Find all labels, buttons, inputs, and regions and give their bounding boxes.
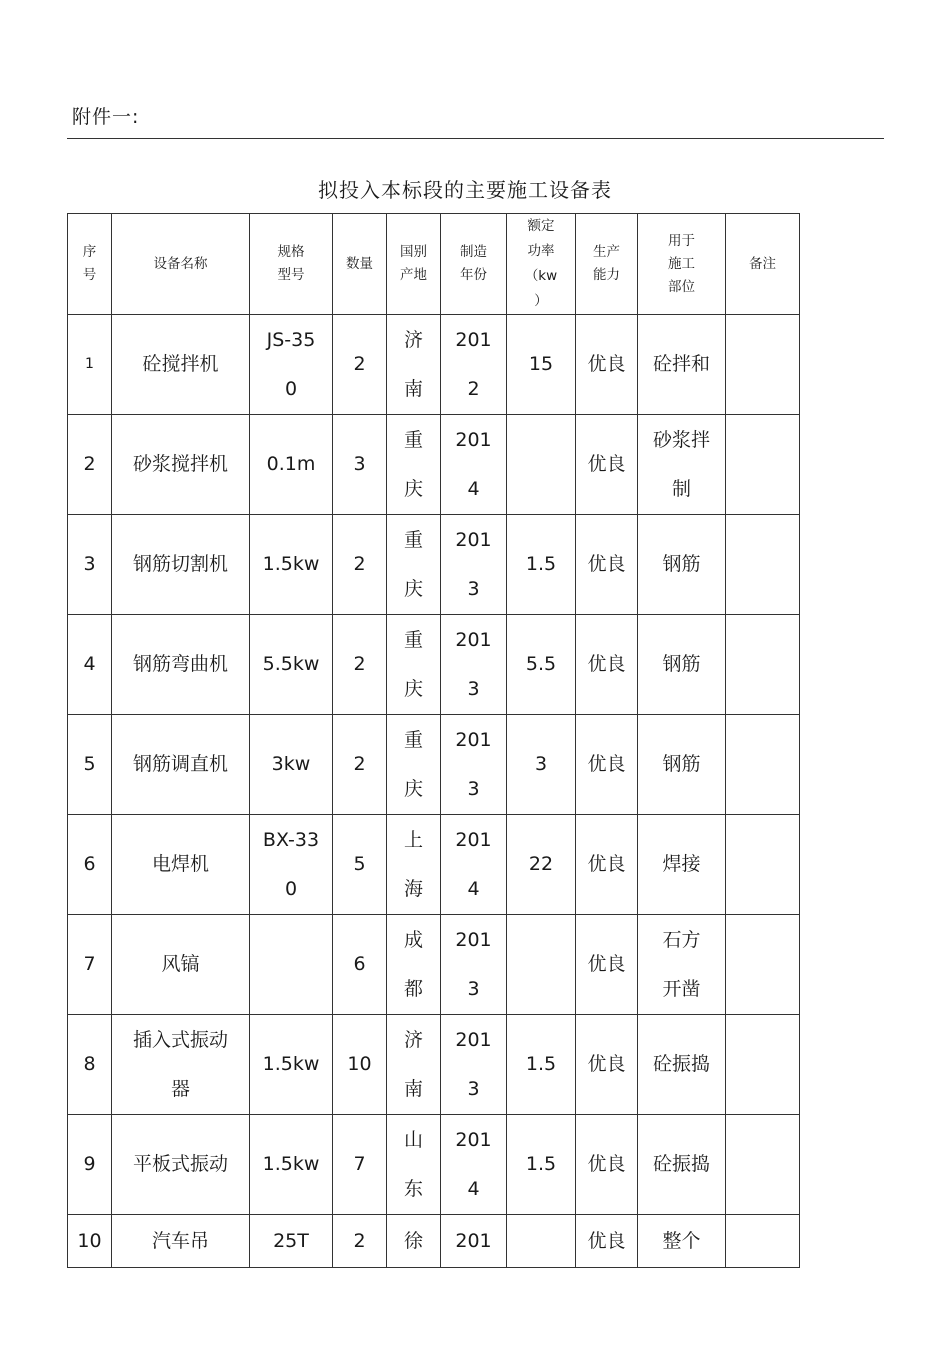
cell-spec: 1.5kw [250, 515, 333, 615]
cell-qty: 3 [333, 415, 387, 515]
cell-year: 201 [441, 1215, 507, 1268]
table-row [68, 515, 800, 615]
cell-seq: 3 [68, 515, 112, 615]
cell-usage: 焊接 [638, 815, 726, 915]
cell-qty: 7 [333, 1115, 387, 1215]
cell-note [726, 615, 800, 715]
cell-name: 汽车吊 [112, 1215, 250, 1268]
header-qty: 数量 [333, 214, 387, 315]
cell-seq: 5 [68, 715, 112, 815]
header-spec: 规格型号 [250, 214, 333, 315]
cell-year: 2014 [441, 1115, 507, 1215]
cell-usage: 砼振捣 [638, 1015, 726, 1115]
cell-origin: 重庆 [387, 515, 441, 615]
cell-usage: 钢筋 [638, 615, 726, 715]
cell-seq: 1 [68, 315, 112, 415]
cell-capacity: 优良 [576, 715, 638, 815]
cell-note [726, 715, 800, 815]
table-row [68, 1015, 800, 1115]
cell-seq: 7 [68, 915, 112, 1015]
cell-note [726, 1015, 800, 1115]
cell-power: 15 [507, 315, 576, 415]
cell-note [726, 415, 800, 515]
cell-usage: 整个 [638, 1215, 726, 1268]
cell-spec: 3kw [250, 715, 333, 815]
table-row [68, 1115, 800, 1215]
table-row [68, 1215, 800, 1268]
table-title: 拟投入本标段的主要施工设备表 [318, 178, 612, 202]
cell-year: 2014 [441, 415, 507, 515]
cell-qty: 6 [333, 915, 387, 1015]
cell-power: 5.5 [507, 615, 576, 715]
cell-qty: 5 [333, 815, 387, 915]
table-row [68, 815, 800, 915]
cell-power: 1.5 [507, 515, 576, 615]
cell-year: 2013 [441, 1015, 507, 1115]
table-row [68, 415, 800, 515]
cell-note [726, 1115, 800, 1215]
table-row [68, 915, 800, 1015]
cell-note [726, 315, 800, 415]
header-divider [67, 138, 884, 139]
cell-name: 钢筋切割机 [112, 515, 250, 615]
header-origin: 国别产地 [387, 214, 441, 315]
cell-seq: 4 [68, 615, 112, 715]
cell-power: 1.5 [507, 1015, 576, 1115]
cell-origin: 山东 [387, 1115, 441, 1215]
cell-power: 22 [507, 815, 576, 915]
cell-name: 平板式振动 [112, 1115, 250, 1215]
cell-name: 钢筋调直机 [112, 715, 250, 815]
cell-power: 1.5 [507, 1115, 576, 1215]
cell-usage: 钢筋 [638, 715, 726, 815]
header-power: 额定功率（kw ） [507, 214, 576, 315]
cell-usage: 砂浆拌制 [638, 415, 726, 515]
cell-spec [250, 915, 333, 1015]
cell-origin: 徐 [387, 1215, 441, 1268]
cell-note [726, 515, 800, 615]
cell-capacity: 优良 [576, 615, 638, 715]
cell-name: 钢筋弯曲机 [112, 615, 250, 715]
table-row [68, 715, 800, 815]
header-seq: 序号 [68, 214, 112, 315]
cell-qty: 2 [333, 715, 387, 815]
cell-qty: 10 [333, 1015, 387, 1115]
attachment-label: 附件一: [72, 106, 140, 128]
cell-year: 2012 [441, 315, 507, 415]
cell-year: 2013 [441, 715, 507, 815]
cell-seq: 8 [68, 1015, 112, 1115]
cell-capacity: 优良 [576, 315, 638, 415]
cell-capacity: 优良 [576, 1015, 638, 1115]
cell-origin: 济南 [387, 315, 441, 415]
cell-seq: 6 [68, 815, 112, 915]
cell-capacity: 优良 [576, 1215, 638, 1268]
cell-power [507, 415, 576, 515]
cell-power [507, 1215, 576, 1268]
cell-power [507, 915, 576, 1015]
cell-spec: 0.1m [250, 415, 333, 515]
cell-spec: BX-330 [250, 815, 333, 915]
cell-name: 风镐 [112, 915, 250, 1015]
cell-year: 2013 [441, 615, 507, 715]
cell-seq: 2 [68, 415, 112, 515]
cell-name: 电焊机 [112, 815, 250, 915]
cell-usage: 钢筋 [638, 515, 726, 615]
cell-power: 3 [507, 715, 576, 815]
header-name: 设备名称 [112, 214, 250, 315]
cell-capacity: 优良 [576, 815, 638, 915]
cell-year: 2013 [441, 915, 507, 1015]
cell-origin: 重庆 [387, 715, 441, 815]
cell-origin: 重庆 [387, 415, 441, 515]
cell-qty: 2 [333, 1215, 387, 1268]
cell-usage: 砼拌和 [638, 315, 726, 415]
cell-usage: 砼振捣 [638, 1115, 726, 1215]
cell-capacity: 优良 [576, 415, 638, 515]
cell-capacity: 优良 [576, 1115, 638, 1215]
cell-spec: 25T [250, 1215, 333, 1268]
cell-qty: 2 [333, 315, 387, 415]
cell-seq: 9 [68, 1115, 112, 1215]
cell-spec: 5.5kw [250, 615, 333, 715]
cell-qty: 2 [333, 515, 387, 615]
cell-capacity: 优良 [576, 915, 638, 1015]
cell-origin: 济南 [387, 1015, 441, 1115]
table-row [68, 615, 800, 715]
cell-origin: 成都 [387, 915, 441, 1015]
cell-seq: 10 [68, 1215, 112, 1268]
cell-spec: JS-350 [250, 315, 333, 415]
cell-capacity: 优良 [576, 515, 638, 615]
cell-name: 砂浆搅拌机 [112, 415, 250, 515]
cell-year: 2013 [441, 515, 507, 615]
header-usage: 用于施工部位 [638, 214, 726, 315]
cell-note [726, 1215, 800, 1268]
header-capacity: 生产能力 [576, 214, 638, 315]
cell-note [726, 915, 800, 1015]
header-year: 制造年份 [441, 214, 507, 315]
cell-year: 2014 [441, 815, 507, 915]
header-note: 备注 [726, 214, 800, 315]
cell-origin: 重庆 [387, 615, 441, 715]
cell-spec: 1.5kw [250, 1115, 333, 1215]
cell-name: 砼搅拌机 [112, 315, 250, 415]
cell-spec: 1.5kw [250, 1015, 333, 1115]
header-row [68, 214, 800, 315]
cell-origin: 上海 [387, 815, 441, 915]
cell-usage: 石方开凿 [638, 915, 726, 1015]
cell-note [726, 815, 800, 915]
table-row [68, 315, 800, 415]
cell-qty: 2 [333, 615, 387, 715]
cell-name: 插入式振动器 [112, 1015, 250, 1115]
equipment-table [67, 213, 800, 1268]
